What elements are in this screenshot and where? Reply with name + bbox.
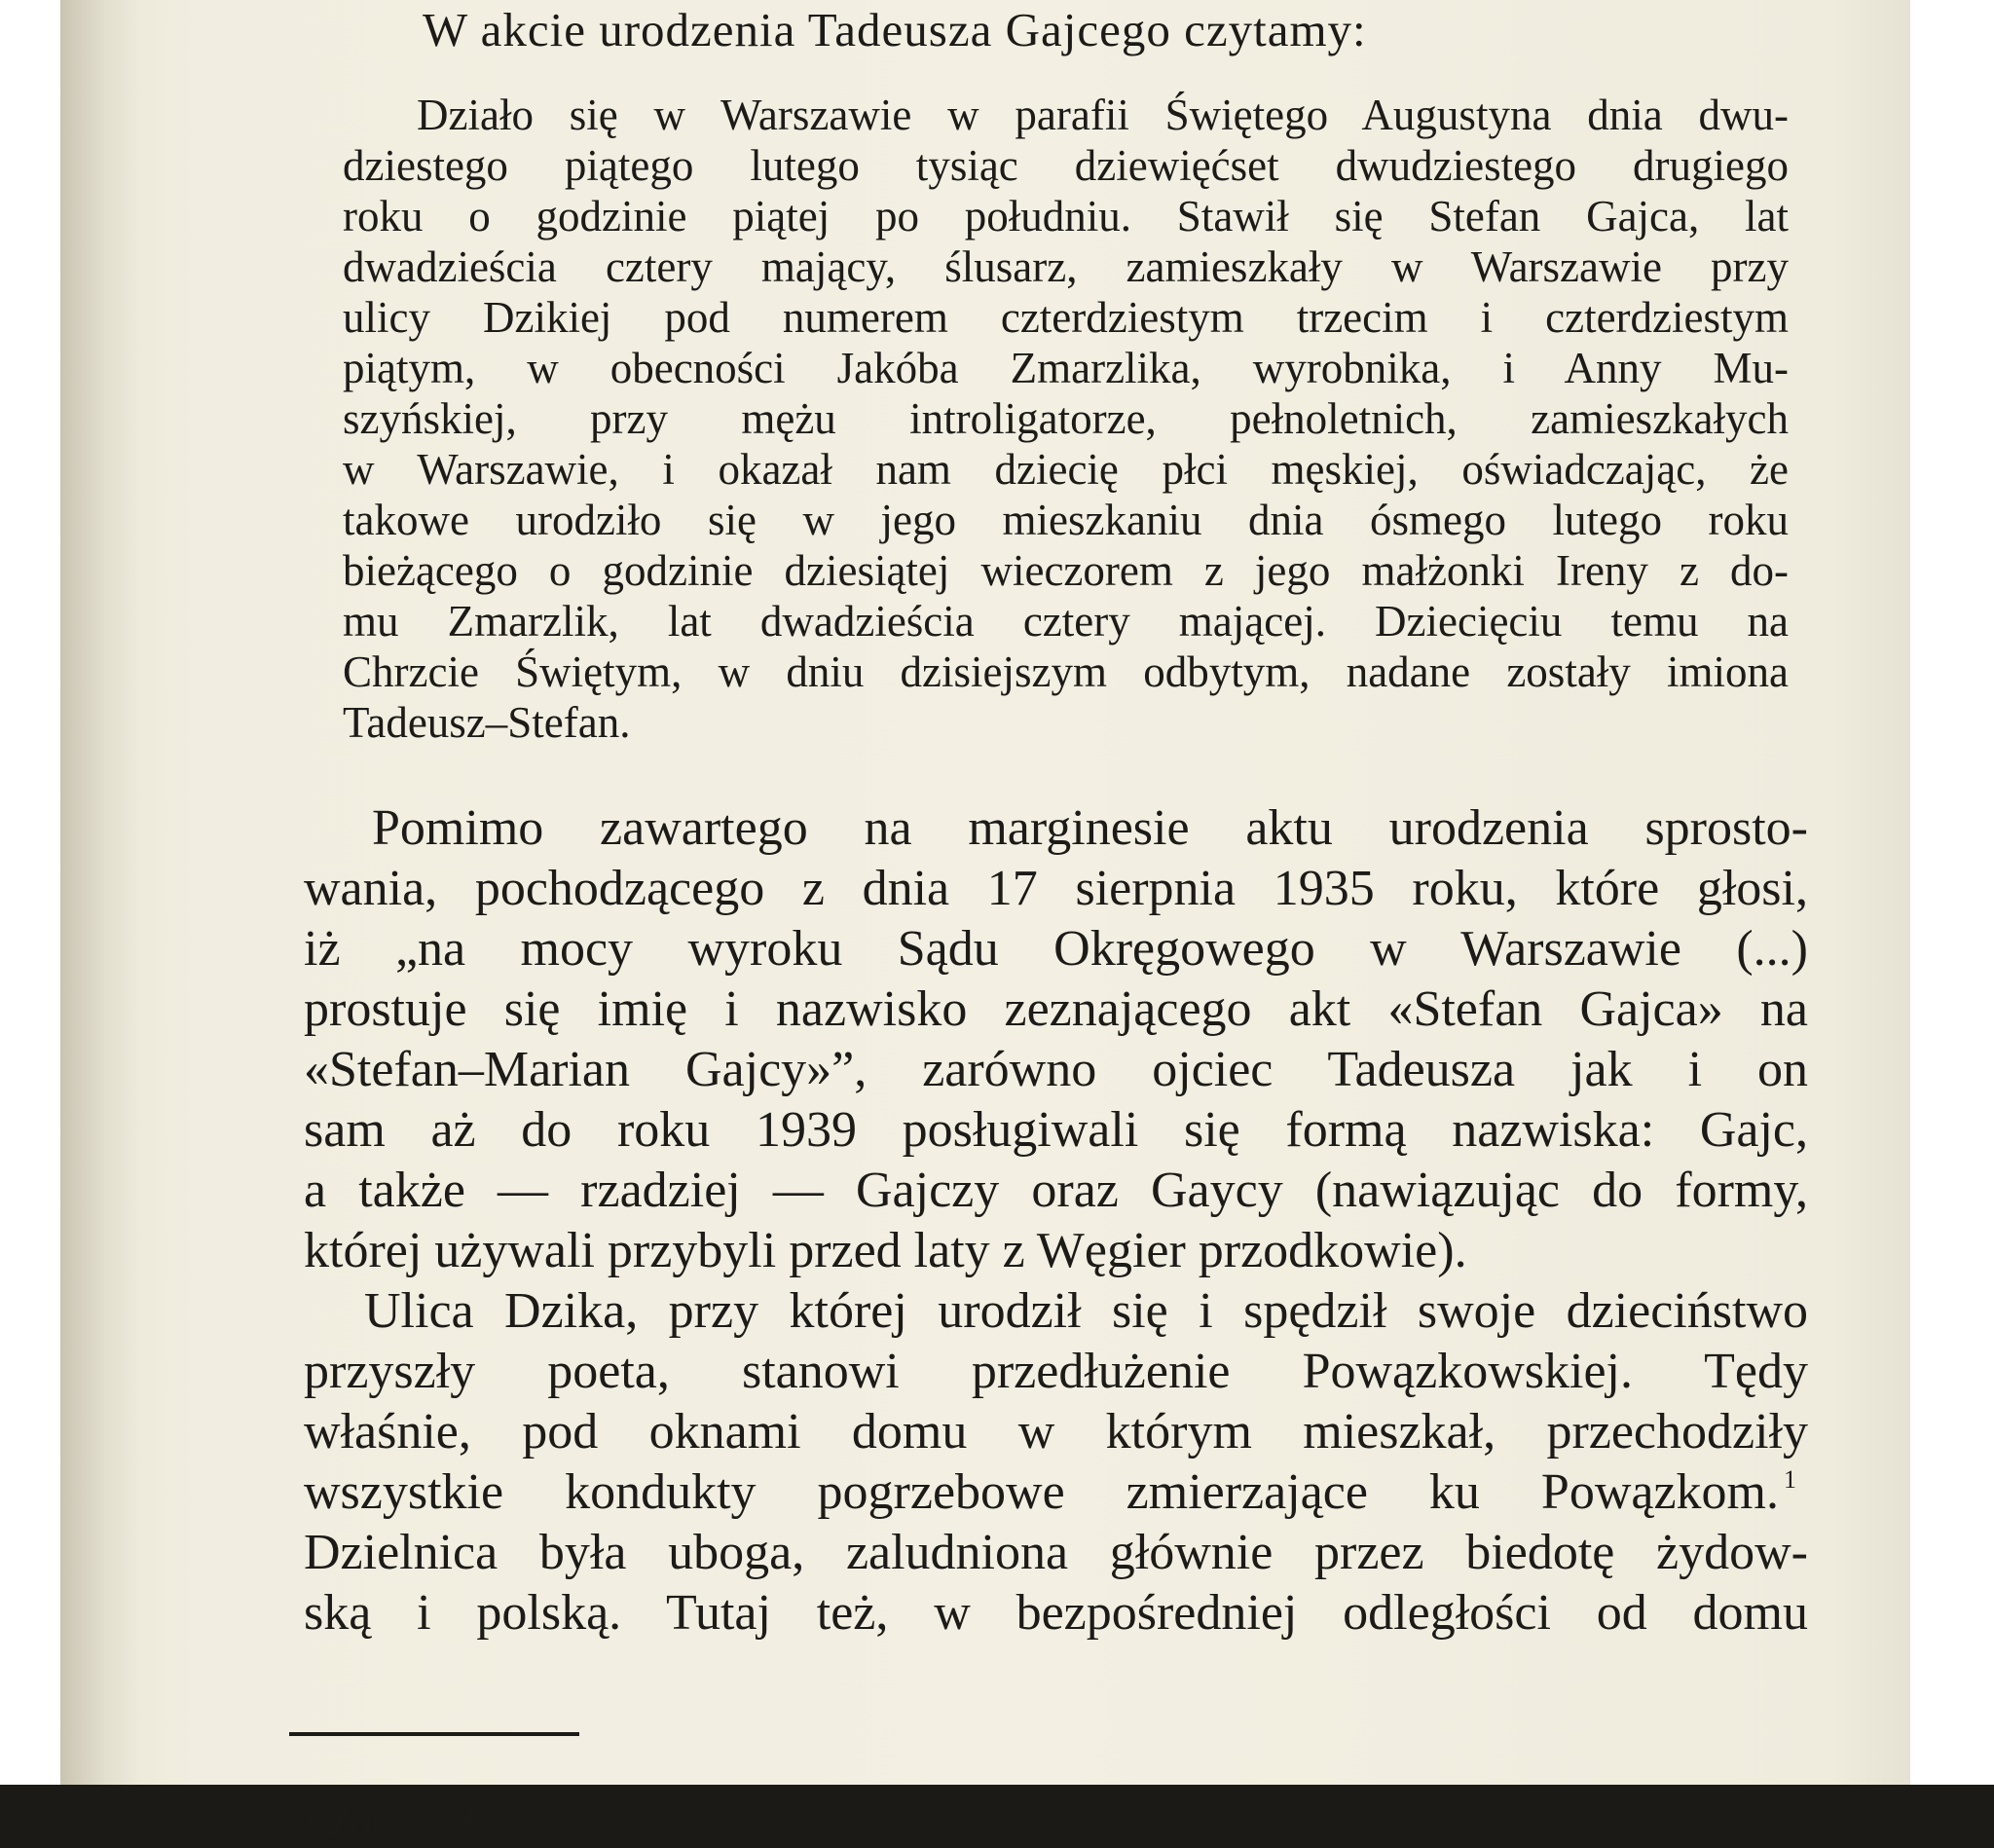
quote-line: dwadzieścia cztery mający, ślusarz, zamieszkały w Warszawie przy [343, 242, 1789, 291]
footnote-divider [289, 1732, 579, 1736]
body-text: Pomimo zawartego na marginesie aktu urodzenia sprosto- wania, pochodzącego z dnia 17 sierpnia 1935 roku, które głosi, iż „na mocy wyroku Sądu Okręgowego w Warszawie (...) prostuje się imię i nazwisko zeznającego akt «Stefan Gajca» na «Stefan–Marian Gajcy»”, zarówno ojciec Tadeusza jak i on sam aż do roku 1939 posługiwali się formą nazwiska: Gajc, a także — rzadziej — Gajczy oraz Gaycy (nawiązując do formy, której używali przybyli przed laty z Węgier przodkowie). Ulica Dzika, przy której urodził się i spędził swoje dzieciństwo przyszły poeta, stanowi przedłużenie Powązkowskiej. Tędy właśnie, pod oknami domu w którym mieszkał, przechodziły wszystkie kondukty pogrzebowe zmierzające ku Powązkom. 1 Dzielnica była uboga, zaludniona głównie przez biedotę żydow- ską i polską. Tutaj też, w bezpośredniej odległości od domu [304, 798, 1808, 1714]
body-line: wania, pochodzącego z dnia 17 sierpnia 1935 roku, które głosi, [304, 861, 1808, 916]
body-line: iż „na mocy wyroku Sądu Okręgowego w Warszawie (...) [304, 921, 1808, 977]
quote-line: Działo się w Warszawie w parafii Świętego Augustyna dnia dwu- [417, 91, 1789, 139]
quote-line: szyńskiej, przy mężu introligatorze, pełnoletnich, zamieszkałych [343, 394, 1789, 443]
footnote-text: ¹ Zob. ... Z... [304, 1802, 509, 1847]
quote-line: Tadeusz–Stefan. [343, 698, 631, 747]
quote-line: roku o godzinie piątej po południu. Stawił się Stefan Gajca, lat [343, 192, 1789, 240]
book-page [60, 0, 1910, 1847]
quote-line: w Warszawie, i okazał nam dziecię płci męskiej, oświadczając, że [343, 445, 1789, 494]
body-line: wszystkie kondukty pogrzebowe zmierzające ku Powązkom. [304, 1464, 1779, 1520]
body-line: «Stefan–Marian Gajcy»”, zarówno ojciec Tadeusza jak i on [304, 1042, 1808, 1097]
intro-line: W akcie urodzenia Tadeusza Gajcego czytamy: [423, 3, 1367, 56]
quote-line: dziestego piątego lutego tysiąc dziewięćset dwudziestego drugiego [343, 141, 1789, 190]
page-gutter [60, 0, 138, 1785]
quote-line: ulicy Dzikiej pod numerem czterdziestym trzecim i czterdziestym [343, 293, 1789, 342]
body-line: Pomimo zawartego na marginesie aktu urodzenia sprosto- [372, 800, 1808, 856]
quote-line: mu Zmarzlik, lat dwadzieścia cztery mającej. Dziecięciu temu na [343, 597, 1789, 646]
body-line: ską i polską. Tutaj też, w bezpośredniej odległości od domu [304, 1585, 1808, 1641]
body-line: Ulica Dzika, przy której urodził się i spędził swoje dzieciństwo [364, 1283, 1808, 1339]
body-line: a także — rzadziej — Gajczy oraz Gaycy (nawiązując do formy, [304, 1163, 1808, 1218]
birth-record-quote [343, 90, 1793, 771]
body-line: sam aż do roku 1939 posługiwali się formą nazwiska: Gajc, [304, 1102, 1808, 1158]
body-line: przyszły poeta, stanowi przedłużenie Powązkowskiej. Tędy [304, 1344, 1808, 1399]
body-line: której używali przybyli przed laty z Węgier przodkowie). [304, 1223, 1467, 1278]
body-line: Dzielnica była uboga, zaludniona głównie przez biedotę żydow- [304, 1525, 1808, 1580]
quote-line: bieżącego o godzinie dziesiątej wieczorem z jego małżonki Ireny z do- [343, 546, 1789, 595]
body-line: prostuje się imię i nazwisko zeznającego akt «Stefan Gajca» na [304, 981, 1808, 1037]
quote-line: piątym, w obecności Jakóba Zmarzlika, wyrobnika, i Anny Mu- [343, 344, 1789, 392]
body-line: właśnie, pod oknami domu w którym mieszkał, przechodziły [304, 1404, 1808, 1460]
quote-line: Chrzcie Świętym, w dniu dzisiejszym odbytym, nadane zostały imiona [343, 647, 1789, 696]
quote-line: takowe urodziło się w jego mieszkaniu dnia ósmego lutego roku [343, 496, 1789, 544]
